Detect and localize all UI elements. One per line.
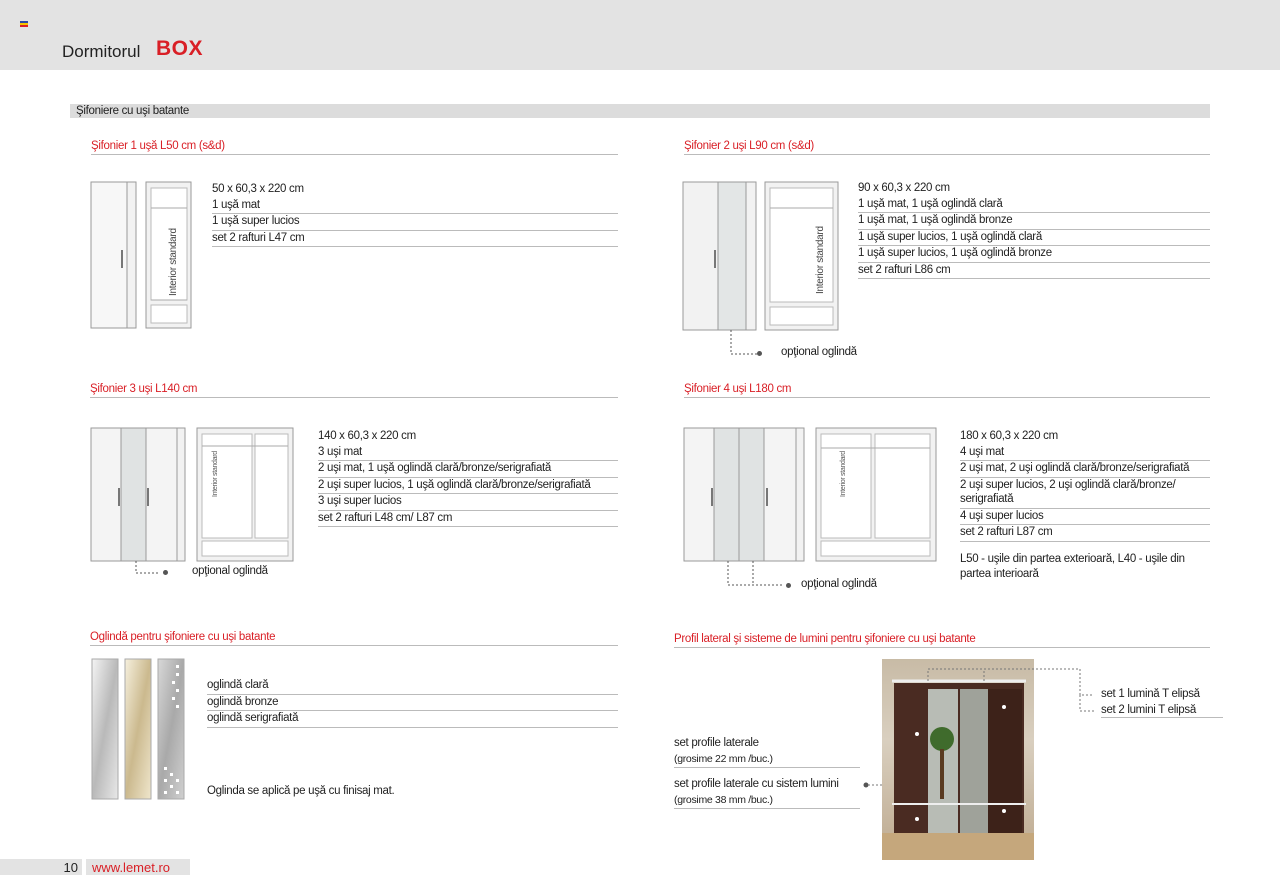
w4-note: L50 - uşile din partea exterioară, L40 - uşile din partea interioară	[960, 553, 1185, 580]
w4-image	[683, 426, 943, 592]
spec-row: 90 x 60,3 x 220 cm	[858, 182, 950, 194]
profile2-specs	[674, 777, 860, 809]
spec-row: 3 uşi mat	[318, 445, 618, 462]
option-dot-icon	[757, 351, 762, 356]
mirror-samples-image	[90, 657, 186, 801]
w2-interior-label: Interior standard	[815, 226, 826, 294]
light1-label: set 1 lumină T elipsă	[1101, 688, 1200, 700]
mirror-note: Oglinda se aplică pe uşă cu finisaj mat.	[207, 785, 395, 797]
spec-row: 50 x 60,3 x 220 cm	[212, 183, 304, 195]
spec-row: oglindă serigrafiată	[207, 711, 618, 728]
spec-row: (grosime 22 mm /buc.)	[674, 752, 860, 769]
w2-specs	[858, 181, 1210, 279]
spec-row: 1 uşă mat	[212, 198, 618, 215]
spec-row: 4 uşi super lucios	[960, 509, 1210, 526]
w1-image	[90, 180, 195, 332]
w3-specs	[318, 429, 618, 527]
w1-specs	[212, 182, 618, 247]
w1-title: Şifonier 1 uşă L50 cm (s&d)	[91, 140, 618, 155]
profile-title: Profil lateral şi sisteme de lumini pentru şifoniere cu uşi batante	[674, 633, 1210, 648]
spec-row: set profile laterale cu sistem lumini	[674, 778, 839, 790]
w1-interior-label: Interior standard	[168, 228, 179, 296]
spec-row: 3 uşi super lucios	[318, 494, 618, 511]
page-title: Dormitorul	[62, 42, 141, 61]
light2-label: set 2 lumini T elipsă	[1101, 704, 1223, 718]
spec-row: 1 uşă mat, 1 uşă oglindă clară	[858, 197, 1210, 214]
spec-row: set profile laterale	[674, 737, 759, 749]
spec-row: (grosime 38 mm /buc.)	[674, 793, 860, 810]
section-title: Şifoniere cu uşi batante	[70, 104, 1210, 118]
spec-row: oglindă clară	[207, 678, 618, 695]
mirror-title: Oglindă pentru şifoniere cu uşi batante	[90, 631, 618, 646]
spec-row: 2 uşi super lucios, 2 uşi oglindă clară/bronze/ serigrafiată	[960, 478, 1210, 509]
w4-interior-label: Interior standard	[840, 451, 847, 497]
spec-row: set 2 rafturi L86 cm	[858, 263, 1210, 280]
website-link[interactable]: www.lemet.ro	[86, 859, 190, 875]
w4-option-label: opţional oglindă	[801, 578, 877, 590]
spec-row: 1 uşă super lucios, 1 uşă oglindă clară	[858, 230, 1210, 247]
mirror-specs	[207, 678, 618, 728]
spec-row: set 2 rafturi L48 cm/ L87 cm	[318, 511, 618, 528]
spec-row: 2 uşi super lucios, 1 uşă oglindă clară/bronze/serigrafiată	[318, 478, 618, 495]
w3-option-label: opţional oglindă	[192, 565, 268, 577]
w3-interior-label: Interior standard	[212, 451, 219, 497]
w2-title: Şifonier 2 uşi L90 cm (s&d)	[684, 140, 1210, 155]
spec-row: 1 uşă super lucios, 1 uşă oglindă bronze	[858, 246, 1210, 263]
w3-image	[90, 426, 300, 578]
spec-row: 4 uşi mat	[960, 445, 1210, 462]
page-number: 10	[0, 859, 82, 875]
spec-row: 1 uşă super lucios	[212, 214, 618, 231]
spec-row: oglindă bronze	[207, 695, 618, 712]
w2-option-label: opţional oglindă	[781, 346, 857, 358]
spec-row: 180 x 60,3 x 220 cm	[960, 430, 1058, 442]
option-dot-icon	[163, 570, 168, 575]
spec-row: 2 uşi mat, 1 uşă oglindă clară/bronze/serigrafiată	[318, 461, 618, 478]
option-dot-icon	[786, 583, 791, 588]
w4-specs	[960, 429, 1210, 542]
profile1-specs	[674, 736, 860, 768]
w3-title: Şifonier 3 uşi L140 cm	[90, 383, 618, 398]
flag-icon[interactable]	[20, 21, 28, 27]
brand-logo: BOX	[156, 37, 204, 60]
spec-row: 2 uşi mat, 2 uşi oglindă clară/bronze/serigrafiată	[960, 461, 1210, 478]
spec-row: set 2 rafturi L87 cm	[960, 525, 1210, 542]
spec-row: 140 x 60,3 x 220 cm	[318, 430, 416, 442]
spec-row: 1 uşă mat, 1 uşă oglindă bronze	[858, 213, 1210, 230]
spec-row: set 2 rafturi L47 cm	[212, 231, 618, 248]
w4-title: Şifonier 4 uşi L180 cm	[684, 383, 1210, 398]
profile-callout-lines	[860, 665, 1100, 805]
